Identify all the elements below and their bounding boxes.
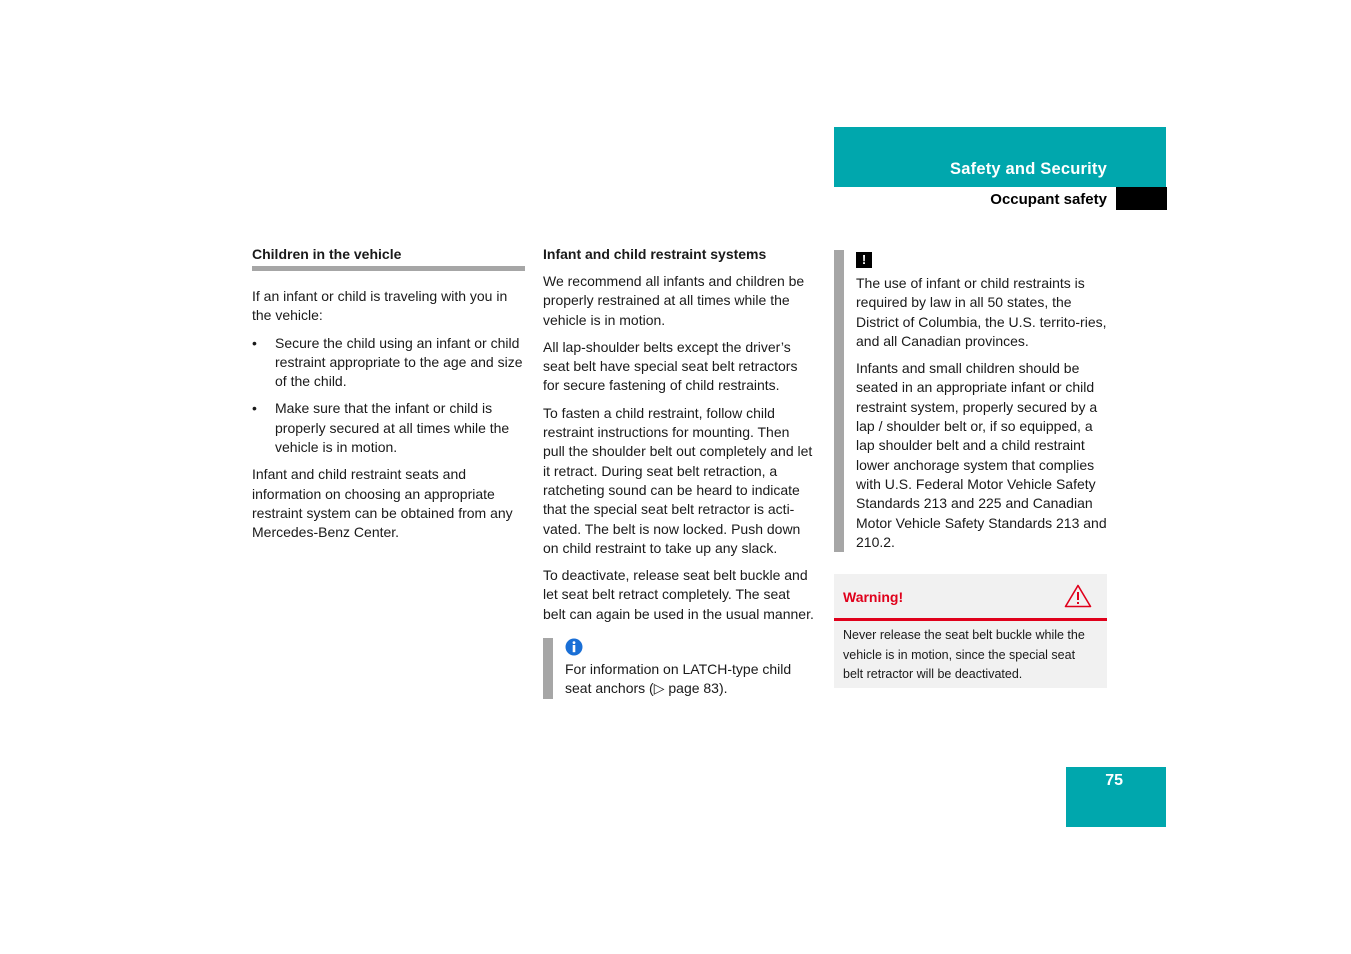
paragraph: All lap-shoulder belts except the driver’s seat belt have special seat belt retractors for secure fastening of child restraints.: [543, 338, 798, 394]
warning-text: Never release the seat belt buckle while the vehicle is in motion, since the special seat belt retractor will be deactivated.: [843, 628, 1085, 681]
section-tab-marker: [1116, 187, 1167, 210]
paragraph: To fasten a child restraint, follow child restraint instructions for mounting. Then pull the shoulder belt out completely and let it retract. During seat belt retraction, a ratcheting sound can be heard to indicate that the special seat belt retractor is acti-vated. The belt is now locked. Push down on child restraint to take up any slack.: [543, 404, 813, 556]
paragraph: To deactivate, release seat belt buckle and let seat belt retract completely. The seat belt can again be used in the usual manner.: [543, 567, 814, 622]
info-note: [543, 638, 815, 699]
column-children-in-vehicle: [252, 245, 525, 551]
warning-label: Warning!: [843, 589, 904, 605]
page-number: 75: [1105, 772, 1123, 789]
legal-notice: [834, 250, 1107, 552]
heading-rule: [252, 266, 525, 271]
notice-bar: [834, 250, 844, 552]
column-restraint-systems: [543, 245, 815, 699]
intro-paragraph: If an infant or child is traveling with you in the vehicle:: [252, 288, 508, 324]
heading-restraint-systems: Infant and child restraint systems: [543, 246, 767, 262]
notice-paragraph: The use of infant or child restraints is required by law in all 50 states, the District of Columbia, the U.S. territo-ries, and all Canadian provinces.: [856, 275, 1107, 349]
paragraph: We recommend all infants and children be properly restrained at all times while the vehicle is in motion.: [543, 273, 805, 328]
closing-paragraph: Infant and child restraint seats and information on choosing an appropriate restraint system can be obtained from any Mercedes-Benz Center.: [252, 466, 513, 541]
warning-header: [834, 574, 1107, 621]
section-title: Occupant safety: [990, 191, 1107, 208]
bullet-list: [252, 334, 525, 458]
notice-paragraph: Infants and small children should be seated in an appropriate infant or child restraint system, properly secured by a lap / shoulder belt or, if so equipped, a lap shoulder belt and a child restraint lower anchorage system that complies with U.S. Federal Motor Vehicle Safety Standards 213 and 225 and Canadian Motor Vehicle Safety Standards 213 and 210.2.: [856, 360, 1107, 550]
list-item: • Secure the child using an infant or child restraint appropriate to the age and size of the child.: [252, 334, 525, 392]
column-legal-notice: [834, 245, 1107, 560]
exclamation-icon: !: [856, 252, 872, 268]
info-icon: [565, 638, 583, 656]
chapter-title: Safety and Security: [950, 160, 1107, 178]
info-note-text: For information on LATCH-type child seat anchors (▷ page 83).: [565, 661, 792, 697]
heading-children-in-vehicle: Children in the vehicle: [252, 246, 402, 262]
warning-box: [834, 574, 1107, 688]
warning-triangle-icon: [1064, 584, 1092, 608]
list-item: • Make sure that the infant or child is properly secured at all times while the vehicle is in motion.: [252, 399, 525, 457]
info-note-bar: [543, 638, 553, 699]
